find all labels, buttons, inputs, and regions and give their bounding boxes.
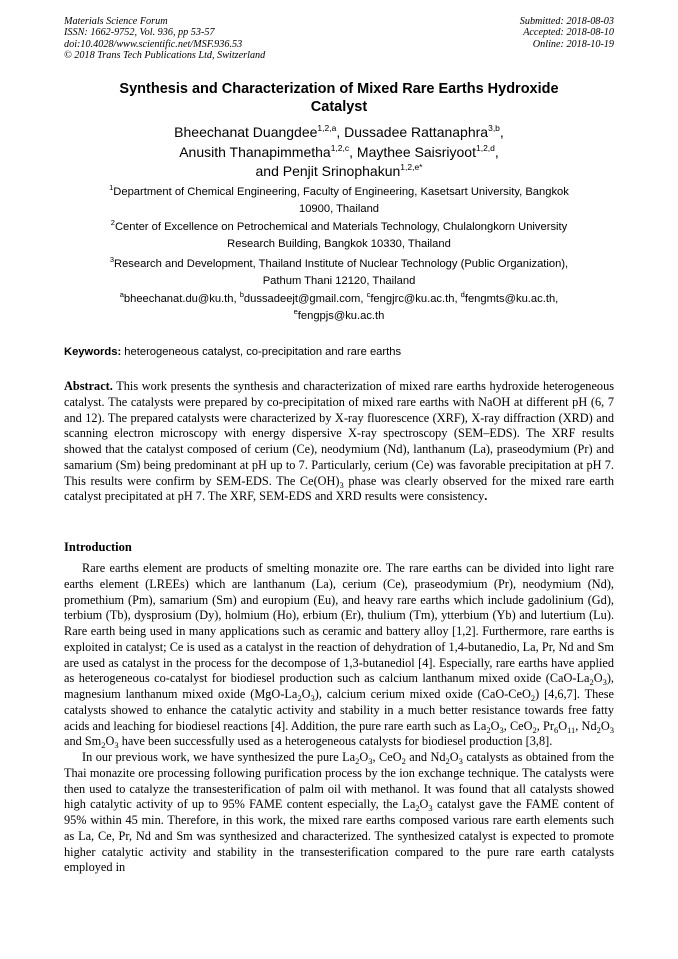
title-line-2: Catalyst bbox=[310, 99, 368, 115]
email-marker: c bbox=[366, 290, 371, 299]
text: O bbox=[419, 797, 429, 812]
affiliation-text: Research and Development, Thailand Institute of Nuclear Technology (Public Organization), bbox=[113, 258, 569, 270]
email-marker: e bbox=[293, 306, 298, 316]
introduction-body bbox=[64, 561, 614, 876]
affiliation-text: Pathum Thani 12120, Thailand bbox=[262, 274, 416, 287]
keywords-text: heterogeneous catalyst, co-precipitation and rare earths bbox=[121, 346, 402, 358]
author-affil-marker: 1,2,d bbox=[475, 142, 495, 153]
subscript: 3 bbox=[458, 756, 463, 766]
author-affil-marker: 1,2,c bbox=[330, 142, 350, 153]
subscript: 2 bbox=[445, 756, 450, 766]
accepted-date: Accepted: 2018-08-10 bbox=[523, 27, 614, 39]
text: O bbox=[301, 687, 311, 701]
email-link[interactable]: bheechanat.du@ku.th, bbox=[123, 293, 240, 305]
text: , CeO bbox=[503, 718, 533, 733]
text: catalyst gave the FAME content of 95% within 45 min. Therefore, in this work, the mixed rare earths composed various rare earth elements such as La, Ce, Pr, Nd and Sm was synthesized and characterized. The synthesized catalyst is expected to promote higher catalytic activity and stability in the transesterification compared to the pure rare earth catalysts employed in bbox=[64, 797, 614, 875]
copyright: © 2018 Trans Tech Publications Ltd, Switzerland bbox=[64, 49, 266, 61]
subscript: 2 bbox=[486, 724, 491, 735]
text: ) [4,6,7]. These catalysts showed to enhance the catalytic activity and stability in a much better resistance towards free fatty acids and leaching for biodiesel reactions [4]. Addition, the pure rare earth such as La bbox=[64, 687, 614, 733]
email-marker: d bbox=[460, 290, 465, 299]
author-separator: , bbox=[499, 124, 504, 140]
subscript: 2 bbox=[101, 740, 106, 751]
abstract-end: . bbox=[484, 489, 488, 504]
email-link[interactable]: fengmts@ku.ac.th, bbox=[464, 293, 559, 305]
text: O bbox=[558, 718, 568, 733]
text: and Nd bbox=[405, 750, 446, 764]
subscript: 3 bbox=[499, 724, 504, 735]
affiliation-1 bbox=[64, 184, 614, 217]
text: , Pr bbox=[536, 718, 554, 733]
author-list bbox=[64, 123, 614, 182]
author-affil-marker: 3,b bbox=[488, 123, 500, 133]
text: Rare earths element are products of smelting monazite ore. The rare earths can be divided into light rare earths element (LREEs) which are lanthanum (La), cerium (Ce), praseodymium (Pr), neodymium (Nd), promethium (Pm), samarium (Sm) and europium (Eu), and heavy rare earths which include gadolinium (Gd), terbium (Tb), dysprosium (Dy), holmium (Ho), erbium (Er), thulium (Tm), ytterbium (Yb) and lutertium (Lu). Rare earth being used in many applications such as ceramic and battery alloy [1,2]. Furthermore, rare earths is exploited in catalyst; Ce is used as a catalyst in the reaction of dehydration of 1,4-butanedio, La, Pr, Nd and Sm are used as catalyst in the process for the decompose of 1,3-butanediol [4]. Especially, rare earths have applied as heterogeneous co-catalyst for biodiesel production such as calcium lanthanum mixed oxide (CaO-La bbox=[64, 561, 614, 686]
text: , CeO bbox=[372, 750, 402, 764]
text: O bbox=[593, 671, 603, 686]
subscript: 2 bbox=[532, 724, 537, 735]
subscript: 3 bbox=[339, 479, 344, 490]
subscript: 11 bbox=[567, 724, 576, 735]
text: O bbox=[600, 718, 610, 733]
title-line-1: Synthesis and Characterization of Mixed Rare Earths Hydroxide bbox=[119, 81, 559, 97]
text: and Sm bbox=[64, 734, 102, 749]
subscript: 2 bbox=[530, 693, 536, 703]
subscript: 6 bbox=[553, 724, 559, 735]
affiliation-3 bbox=[64, 256, 614, 289]
text: O bbox=[490, 718, 500, 733]
paper-title bbox=[64, 80, 614, 116]
affiliation-text: Department of Chemical Engineering, Faculty of Engineering, Kasetsart University, Bangkok bbox=[113, 186, 569, 198]
text: O bbox=[105, 734, 115, 749]
author-affil-marker: 1,2,a bbox=[317, 123, 337, 133]
email-link[interactable]: dussadeejt@gmail.com, bbox=[243, 293, 367, 305]
email-link[interactable]: fengpjs@ku.ac.th bbox=[297, 309, 385, 322]
section-heading-introduction: Introduction bbox=[64, 540, 132, 554]
abstract bbox=[64, 379, 614, 505]
affiliation-text: 10900, Thailand bbox=[298, 202, 380, 215]
author-separator: , bbox=[336, 124, 345, 140]
author-name: Bheechanat Duangdee bbox=[174, 124, 318, 140]
text: catalysts as obtained from the Thai monazite ore processing following purification process by the ion exchange technique. The catalysts were then used to catalyze the transesterification of palm oil with methanol. It was found that all catalysts showed high catalytic activity of up to 95% FAME content especially, the La bbox=[64, 750, 614, 812]
affiliation-text: Research Building, Bangkok 10330, Thailand bbox=[227, 237, 451, 250]
affiliation-marker: 1 bbox=[109, 183, 114, 192]
abstract-text: This work presents the synthesis and characterization of mixed rare earths hydroxide heterogeneous catalyst. The catalysts were prepared by co-precipitation of mixed rare earths with NaOH at different pH (6, 7 and 12). The prepared catalysts were characterized by X-ray fluorescence (XRF), X-ray diffraction (XRD) and scanning electron microscopy with energy dispersive X-ray spectroscopy (SEM–EDS). The XRF results showed that the catalyst composed of cerium (Ce), neodymium (Nd), lanthanum (La), praseodymium (Pr) and samarium (Sm) being predominant at pH up to 7. Particularly, cerium (Ce) was favorable precipitation at pH 7. This results were confirm by SEM-EDS. The Ce(OH) bbox=[64, 379, 614, 488]
paragraph bbox=[64, 750, 614, 876]
email-marker: a bbox=[119, 290, 124, 299]
subscript: 2 bbox=[401, 756, 406, 766]
text: ), magnesium lanthanum mixed oxide (MgO-La bbox=[64, 671, 614, 701]
subscript: 2 bbox=[415, 803, 420, 814]
author-name: Maythee Saisriyoot bbox=[356, 143, 476, 160]
paragraph bbox=[64, 561, 614, 750]
subscript: 3 bbox=[368, 756, 373, 766]
online-date: Online: 2018-10-19 bbox=[532, 38, 614, 50]
email-marker: b bbox=[239, 290, 244, 299]
publication-dates bbox=[520, 16, 614, 50]
abstract-text: phase was clearly observed for the mixed rare earth catalyst precipitated at pH 7. The XRF, SEM-EDS and XRD results were consistency bbox=[64, 473, 614, 504]
author-affil-marker: 1,2,e* bbox=[400, 162, 423, 172]
keywords bbox=[64, 345, 614, 359]
subscript: 2 bbox=[297, 693, 302, 703]
subscript: 2 bbox=[355, 756, 360, 766]
email-link[interactable]: fengjrc@ku.ac.th, bbox=[370, 293, 461, 305]
text: O bbox=[359, 750, 369, 764]
author-emails bbox=[64, 291, 614, 324]
subscript: 2 bbox=[589, 677, 594, 688]
affiliation-2 bbox=[64, 219, 614, 252]
subscript: 3 bbox=[310, 693, 315, 703]
author-separator: , bbox=[494, 143, 499, 160]
author-separator: , bbox=[349, 143, 357, 160]
text: In our previous work, we have synthesized the pure La bbox=[82, 750, 356, 764]
text: ), calcium cerium mixed oxide (CaO-CeO bbox=[314, 687, 531, 701]
text: , Nd bbox=[575, 718, 597, 733]
text: have been successfully used as a heterogeneous catalysts for biodiesel production [3,8]. bbox=[118, 734, 553, 749]
author-name: Anusith Thanapimmetha bbox=[179, 143, 331, 160]
subscript: 3 bbox=[609, 724, 614, 735]
journal-info bbox=[64, 16, 265, 61]
subscript: 3 bbox=[602, 677, 607, 688]
affiliation-marker: 3 bbox=[109, 255, 114, 264]
keywords-label: Keywords: bbox=[64, 346, 122, 358]
issn: ISSN: 1662-9752, Vol. 936, pp 53-57 bbox=[64, 27, 215, 39]
subscript: 2 bbox=[596, 724, 601, 735]
doi: doi:10.4028/www.scientific.net/MSF.936.53 bbox=[64, 38, 243, 50]
subscript: 3 bbox=[114, 740, 119, 751]
subscript: 3 bbox=[428, 803, 433, 814]
author-name: Dussadee Rattanaphra bbox=[344, 124, 489, 140]
submitted-date: Submitted: 2018-08-03 bbox=[519, 16, 614, 27]
affiliation-marker: 2 bbox=[110, 218, 115, 227]
journal-name: Materials Science Forum bbox=[64, 16, 168, 27]
author-name: and Penjit Srinophakun bbox=[255, 163, 401, 179]
affiliation-text: Center of Excellence on Petrochemical and Materials Technology, Chulalongkorn University bbox=[114, 221, 568, 233]
abstract-label: Abstract. bbox=[64, 379, 113, 393]
text: O bbox=[449, 750, 459, 764]
